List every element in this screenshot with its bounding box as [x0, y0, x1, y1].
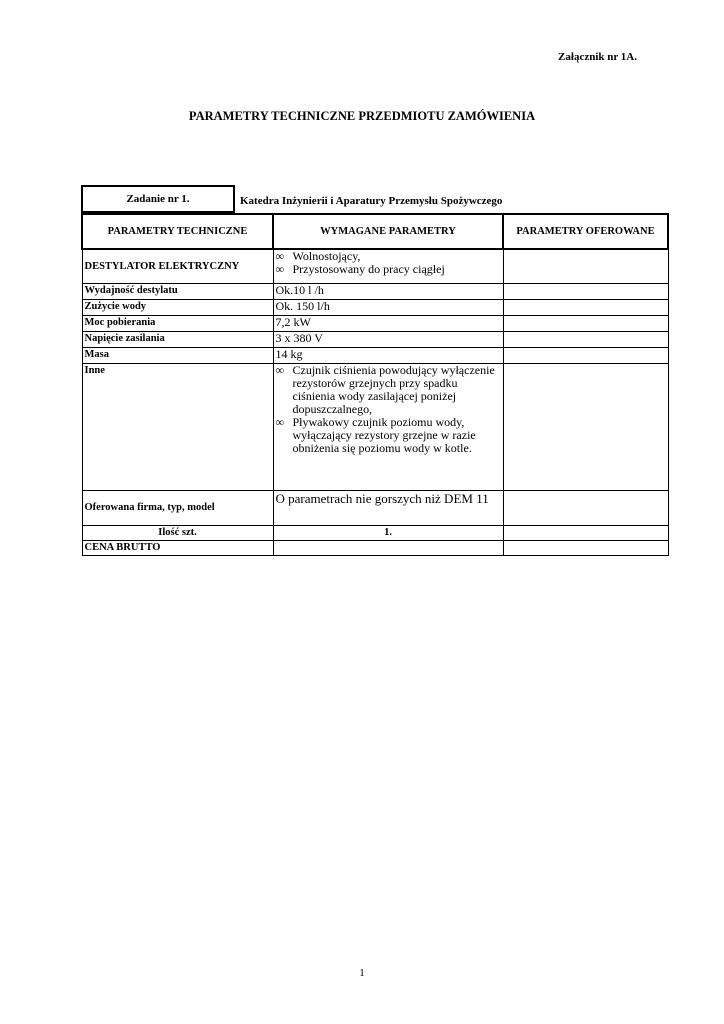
row-label-price: CENA BRUTTO: [82, 540, 273, 555]
other-requirements: [273, 363, 503, 490]
department-label: Katedra Inżynierii i Aparatury Przemysłu Spożywczego: [240, 195, 503, 207]
value-voltage: 3 x 380 V: [273, 331, 503, 347]
list-item: ∞ Pływakowy czujnik poziomu wody, wyłączający rezystory grzejne w razie obniżenia się poziomu wody w kotle.: [275, 414, 476, 455]
parameters-table: [81, 213, 669, 556]
offered-cell: [503, 283, 668, 299]
table-row: [82, 540, 668, 555]
table-row: [82, 249, 668, 283]
offered-cell: [503, 363, 668, 490]
offered-cell: [503, 299, 668, 315]
offered-cell: [503, 490, 668, 525]
value-water: Ok. 150 l/h: [273, 299, 503, 315]
row-label-other: Inne: [82, 363, 273, 490]
table-row: [82, 299, 668, 315]
row-label-quantity: Ilość szt.: [82, 525, 273, 540]
table-row: [82, 283, 668, 299]
table-row: [82, 347, 668, 363]
offered-cell: [503, 540, 668, 555]
value-output: Ok.10 l /h: [273, 283, 503, 299]
page-number: 1: [359, 967, 365, 979]
table-row: [82, 315, 668, 331]
row-label-device: DESTYLATOR ELEKTRYCZNY: [82, 249, 273, 283]
bullet-icon: ∞: [275, 262, 285, 276]
header-required-params: WYMAGANE PARAMETRY: [273, 214, 503, 249]
row-label-power: Moc pobierania: [82, 315, 273, 331]
offered-cell: [503, 249, 668, 283]
row-label-output: Wydajność destylatu: [82, 283, 273, 299]
table-header-row: [82, 214, 668, 249]
offered-cell: [503, 315, 668, 331]
task-label: Zadanie nr 1.: [81, 185, 235, 213]
value-mass: 14 kg: [273, 347, 503, 363]
row-label-offered: Oferowana firma, typ, model: [82, 490, 273, 525]
annex-label: Załącznik nr 1A.: [558, 51, 637, 63]
bullet-icon: ∞: [275, 362, 285, 377]
list-item: ∞ Czujnik ciśnienia powodujący wyłączenie rezystorów grzejnych przy spadku ciśnienia wody zasilającej poniżej dopuszczalnego,: [275, 362, 495, 416]
header-offered-params: PARAMETRY OFEROWANE: [503, 214, 668, 249]
page-title: PARAMETRY TECHNICZNE PRZEDMIOTU ZAMÓWIENIA: [188, 109, 536, 123]
bullet-icon: ∞: [275, 249, 285, 263]
list-item: ∞ Wolnostojący,: [275, 249, 361, 263]
list-item: ∞ Przystosowany do pracy ciągłej: [275, 262, 445, 276]
value-quantity: 1.: [273, 525, 503, 540]
header-technical-params: PARAMETRY TECHNICZNE: [82, 214, 273, 249]
bullet-icon: ∞: [275, 414, 285, 429]
value-price: [273, 540, 503, 555]
offered-cell: [503, 525, 668, 540]
value-offered: O parametrach nie gorszych niż DEM 11: [273, 490, 503, 525]
table-row: [82, 331, 668, 347]
row-label-voltage: Napięcie zasilania: [82, 331, 273, 347]
device-requirements: [273, 249, 503, 283]
table-row: [82, 525, 668, 540]
table-row: [82, 363, 668, 490]
offered-cell: [503, 347, 668, 363]
offered-cell: [503, 331, 668, 347]
row-label-mass: Masa: [82, 347, 273, 363]
value-power: 7,2 kW: [273, 315, 503, 331]
table-row: [82, 490, 668, 525]
row-label-water: Zużycie wody: [82, 299, 273, 315]
